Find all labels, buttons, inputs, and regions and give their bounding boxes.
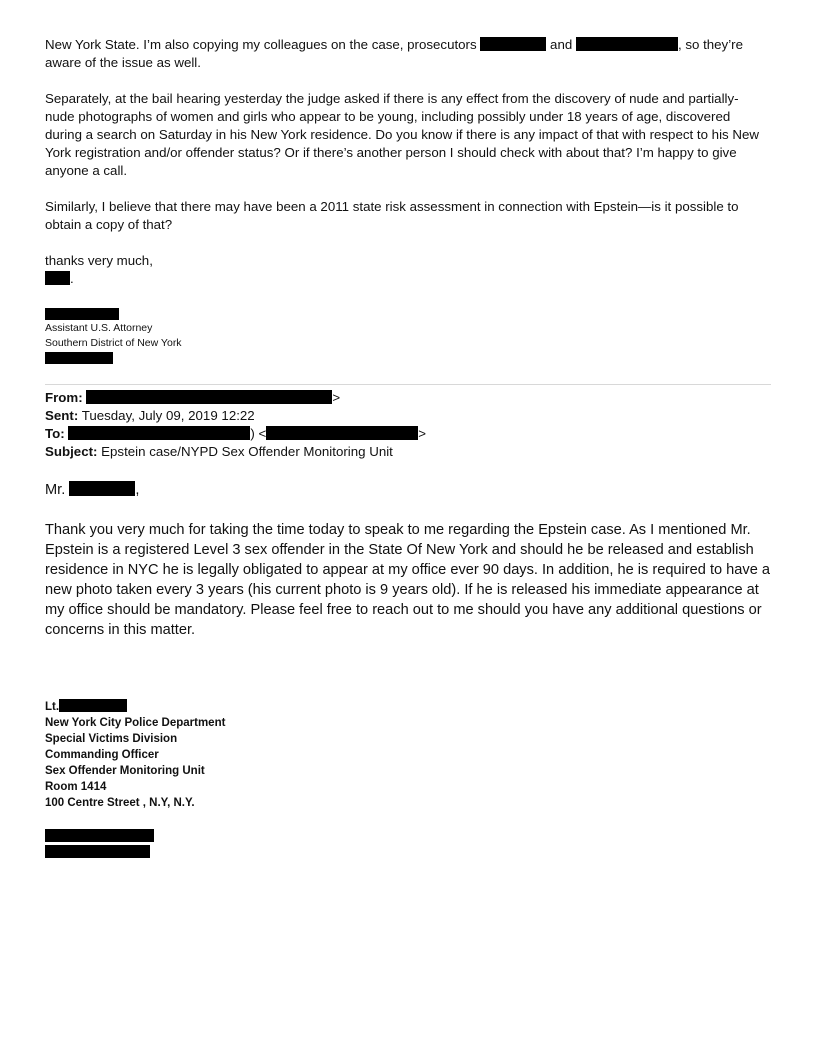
greeting-suffix: , [135, 482, 140, 498]
para2-line: during a search on Saturday in his New York residence. Do you know if there is any impact of that with respect to his New [45, 127, 759, 142]
to-suffix: > [418, 426, 427, 441]
redaction-to-address [266, 426, 418, 440]
sent-label: Sent: [45, 408, 79, 423]
redaction-prosecutor-1 [480, 37, 546, 51]
redaction-recipient-name [69, 481, 135, 496]
nypd-signature-block [45, 715, 225, 811]
body-line: residence in NYC he is legally obligated to appear at my office ever 90 days. In addition, he is required to have a [45, 562, 770, 578]
para2-line: Separately, at the bail hearing yesterday the judge asked if there is any effect from the discovery of nude and partially- [45, 91, 739, 106]
body-line: concerns in this matter. [45, 622, 196, 638]
redaction-contact-1 [45, 829, 154, 842]
redaction-contact-2 [45, 845, 150, 858]
signature-line: Room 1414 [45, 781, 107, 793]
first-email-paragraph-3 [45, 198, 771, 234]
para2-line: anyone a call. [45, 163, 128, 178]
to-label: To: [45, 426, 65, 441]
greeting-line [45, 480, 139, 500]
redaction-signature-contact [45, 352, 113, 364]
body-line: new photo taken every 3 years (his current photo is 9 years old). If he is released his immediate appearance at [45, 582, 759, 598]
para3-line: Similarly, I believe that there may have been a 2011 state risk assessment in connection with Epstein—is it possible to [45, 199, 739, 214]
email-separator-rule [45, 384, 771, 385]
para2-line: nude photographs of women and girls who appear to be young, including possibly under 18 years of age, discovered [45, 109, 731, 124]
subject-label: Subject: [45, 444, 98, 459]
to-mid: ) < [250, 426, 267, 441]
first-email-line-1 [45, 36, 771, 54]
header-subject-line [45, 443, 393, 461]
redaction-to-name [68, 426, 250, 440]
body-line: Thank you very much for taking the time today to speak to me regarding the Epstein case. As I mentioned Mr. [45, 522, 751, 538]
redaction-initials [45, 271, 70, 285]
redaction-prosecutor-2 [576, 37, 678, 51]
line1-end-text: , so they’re [677, 37, 743, 52]
signature-rank: Lt. [45, 701, 60, 713]
signature-office: Southern District of New York [45, 337, 182, 349]
redaction-signature-name [45, 308, 119, 320]
body-line: my office should be mandatory. Please feel free to reach out to me should you have any additional questions or [45, 602, 762, 618]
second-email-body [45, 520, 771, 640]
from-label: From: [45, 390, 83, 405]
signature-rank-line [45, 699, 127, 715]
line1-and-text: and [550, 37, 573, 52]
first-email-paragraph-2 [45, 90, 771, 180]
header-sent-line [45, 407, 255, 425]
header-to-line [45, 425, 426, 443]
signature-title: Assistant U.S. Attorney [45, 322, 153, 334]
signature-line: 100 Centre Street , N.Y, N.Y. [45, 797, 195, 809]
greeting-text: Mr. [45, 482, 66, 498]
signature-line: Sex Offender Monitoring Unit [45, 765, 205, 777]
sent-value: Tuesday, July 09, 2019 12:22 [81, 408, 255, 423]
first-email-line-2: aware of the issue as well. [45, 55, 201, 70]
signature-line: Commanding Officer [45, 749, 159, 761]
body-line: Epstein is a registered Level 3 sex offender in the State Of New York and should he be released and establish [45, 542, 754, 558]
initials-suffix: . [70, 271, 74, 286]
header-from-line [45, 389, 340, 407]
para2-line: York registration and/or offender status? Or if there’s another person I should check with about that? I’m happy to give [45, 145, 737, 160]
subject-value: Epstein case/NYPD Sex Offender Monitoring Unit [101, 444, 393, 459]
para3-line: obtain a copy of that? [45, 217, 173, 232]
redaction-from-address [86, 390, 332, 404]
redaction-officer-name [59, 699, 127, 712]
initials-line [45, 270, 74, 288]
line1-start-text: New York State. I’m also copying my colleagues on the case, prosecutors [45, 37, 477, 52]
signature-line: Special Victims Division [45, 733, 178, 745]
signature-line: New York City Police Department [45, 717, 226, 729]
from-suffix: > [332, 390, 341, 405]
closing-text: thanks very much, [45, 253, 153, 268]
